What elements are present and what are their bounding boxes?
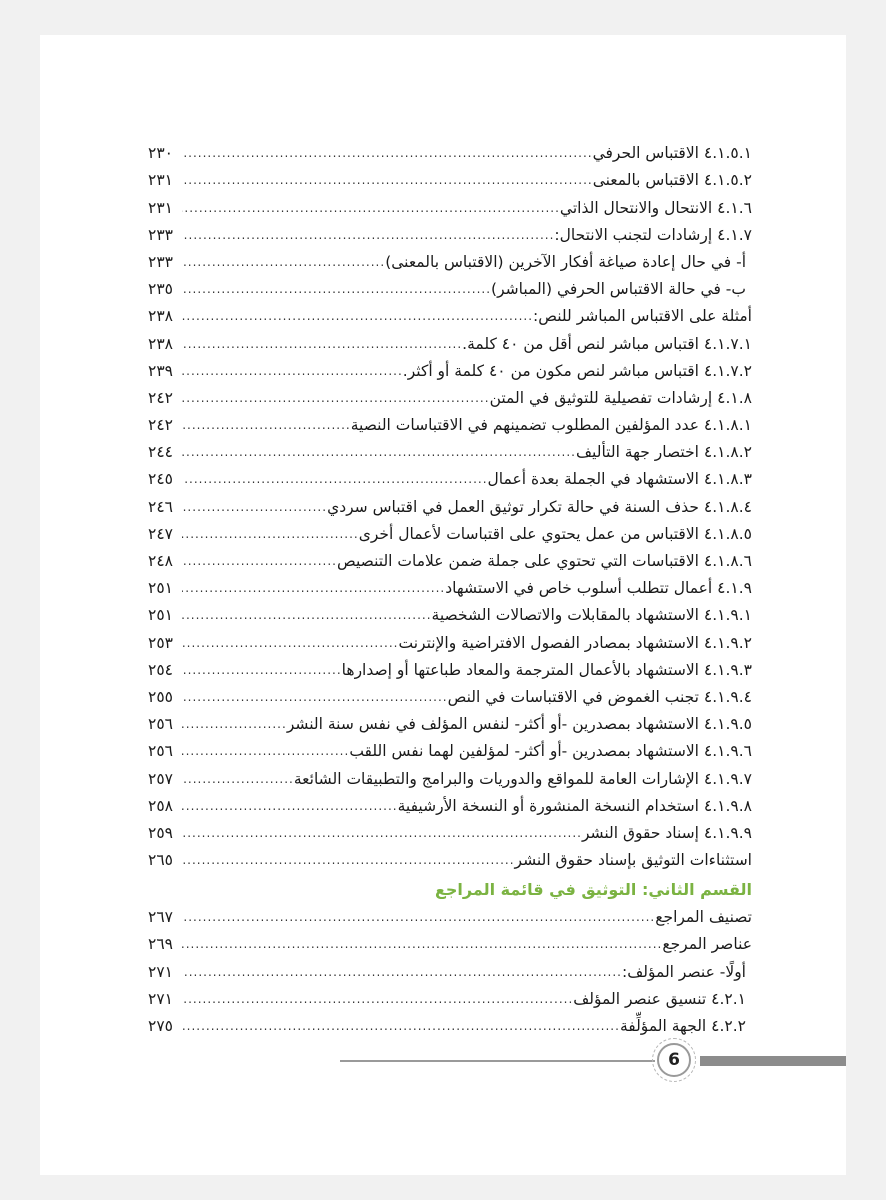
toc-entry[interactable]: تصنيف المراجع ..... ٢٦٧: [148, 899, 752, 926]
toc-entry[interactable]: ٤.١.٧ إرشادات لتجنب الانتحال: ..... ٢٣٣: [148, 217, 752, 244]
toc-entry[interactable]: ٤.١.٩.٢ الاستشهاد بمصادر الفصول الافتراضية والإنترنت ..... ٢٥٣: [148, 624, 752, 651]
toc-entry[interactable]: ٤.١.٨.٤ حذف السنة في حالة تكرار توثيق العمل في اقتباس سردي ..... ٢٤٦: [148, 488, 752, 515]
toc-entry[interactable]: ٤.١.٨ إرشادات تفصيلية للتوثيق في المتن ..... ٢٤٢: [148, 380, 752, 407]
toc-entry[interactable]: ٤.١.٧.٢ اقتباس مباشر لنص مكون من ٤٠ كلمة أو أكثر. ..... ٢٣٩: [148, 353, 752, 380]
toc-entry[interactable]: ٤.١.٩.٦ الاستشهاد بمصدرين -أو أكثر- لمؤلفين لهما نفس اللقب ..... ٢٥٦: [148, 733, 752, 760]
toc-entry[interactable]: ٤.١.٥.١ الاقتباس الحرفي ..... ٢٣٠: [148, 135, 752, 162]
toc-entry[interactable]: ٤.١.٨.٦ الاقتباسات التي تحتوي على جملة ضمن علامات التنصيص ..... ٢٤٨: [148, 543, 752, 570]
page-number: 6: [657, 1043, 691, 1077]
toc-entry[interactable]: ٤.١.٧.١ اقتباس مباشر لنص أقل من ٤٠ كلمة. ..... ٢٣٨: [148, 325, 752, 352]
toc-entry[interactable]: ٤.١.٩.٥ الاستشهاد بمصدرين -أو أكثر- لنفس المؤلف في نفس سنة النشر ..... ٢٥٦: [148, 706, 752, 733]
footer-rule: [340, 1060, 655, 1062]
document-page: [40, 35, 846, 1175]
toc-entry[interactable]: ٤.١.٥.٢ الاقتباس بالمعنى ..... ٢٣١: [148, 162, 752, 189]
toc-entry[interactable]: ٤.١.٨.٥ الاقتباس من عمل يحتوي على اقتباسات لأعمال أخرى ..... ٢٤٧: [148, 516, 752, 543]
toc-entry[interactable]: ب- في حالة الاقتباس الحرفي (المباشر) ..... ٢٣٥: [148, 271, 752, 298]
toc-entry[interactable]: ٤.١.٩.٣ الاستشهاد بالأعمال المترجمة والمعاد طباعتها أو إصدارها ..... ٢٥٤: [148, 652, 752, 679]
toc-entry[interactable]: أ- في حال إعادة صياغة أفكار الآخرين (الاقتباس بالمعنى) ..... ٢٣٣: [148, 244, 752, 271]
toc-entry[interactable]: ٤.٢.٢ الجهة المؤلِّفة ..... ٢٧٥: [148, 1008, 752, 1035]
toc-entry[interactable]: ٤.١.٩.٨ استخدام النسخة المنشورة أو النسخة الأرشيفية ..... ٢٥٨: [148, 788, 752, 815]
toc-entry[interactable]: ٤.١.٦ الانتحال والانتحال الذاتي ..... ٢٣١: [148, 189, 752, 216]
section-heading: القسم الثاني: التوثيق في قائمة المراجع: [434, 880, 752, 900]
toc-entry[interactable]: ٤.١.٩.٤ تجنب الغموض في الاقتباسات في النص ..... ٢٥٥: [148, 679, 752, 706]
toc-entry[interactable]: ٤.١.٩.١ الاستشهاد بالمقابلات والاتصالات الشخصية ..... ٢٥١: [148, 597, 752, 624]
toc-entry[interactable]: ٤.١.٨.٣ الاستشهاد في الجملة بعدة أعمال ..... ٢٤٥: [148, 461, 752, 488]
toc-entry[interactable]: عناصر المرجع ..... ٢٦٩: [148, 926, 752, 953]
toc-entry[interactable]: أولًا- عنصر المؤلف: ..... ٢٧١: [148, 953, 752, 980]
toc-entry[interactable]: أمثلة على الاقتباس المباشر للنص: ..... ٢٣٨: [148, 298, 752, 325]
toc-entry[interactable]: ٤.١.٩.٩ إسناد حقوق النشر ..... ٢٥٩: [148, 815, 752, 842]
toc-entry[interactable]: ٤.٢.١ تنسيق عنصر المؤلف ..... ٢٧١: [148, 981, 752, 1008]
footer-bar: [700, 1056, 846, 1066]
table-of-contents: [148, 135, 752, 1035]
toc-entry[interactable]: ٤.١.٨.١ عدد المؤلفين المطلوب تضمينهم في الاقتباسات النصية ..... ٢٤٢: [148, 407, 752, 434]
toc-entry[interactable]: ٤.١.٩ أعمال تتطلب أسلوب خاص في الاستشهاد ..... ٢٥١: [148, 570, 752, 597]
toc-entry[interactable]: ٤.١.٩.٧ الإشارات العامة للمواقع والدوريات والبرامج والتطبيقات الشائعة ..... ٢٥٧: [148, 760, 752, 787]
toc-entry[interactable]: ٤.١.٨.٢ اختصار جهة التأليف ..... ٢٤٤: [148, 434, 752, 461]
toc-entry[interactable]: استثناءات التوثيق بإسناد حقوق النشر ..... ٢٦٥: [148, 842, 752, 869]
